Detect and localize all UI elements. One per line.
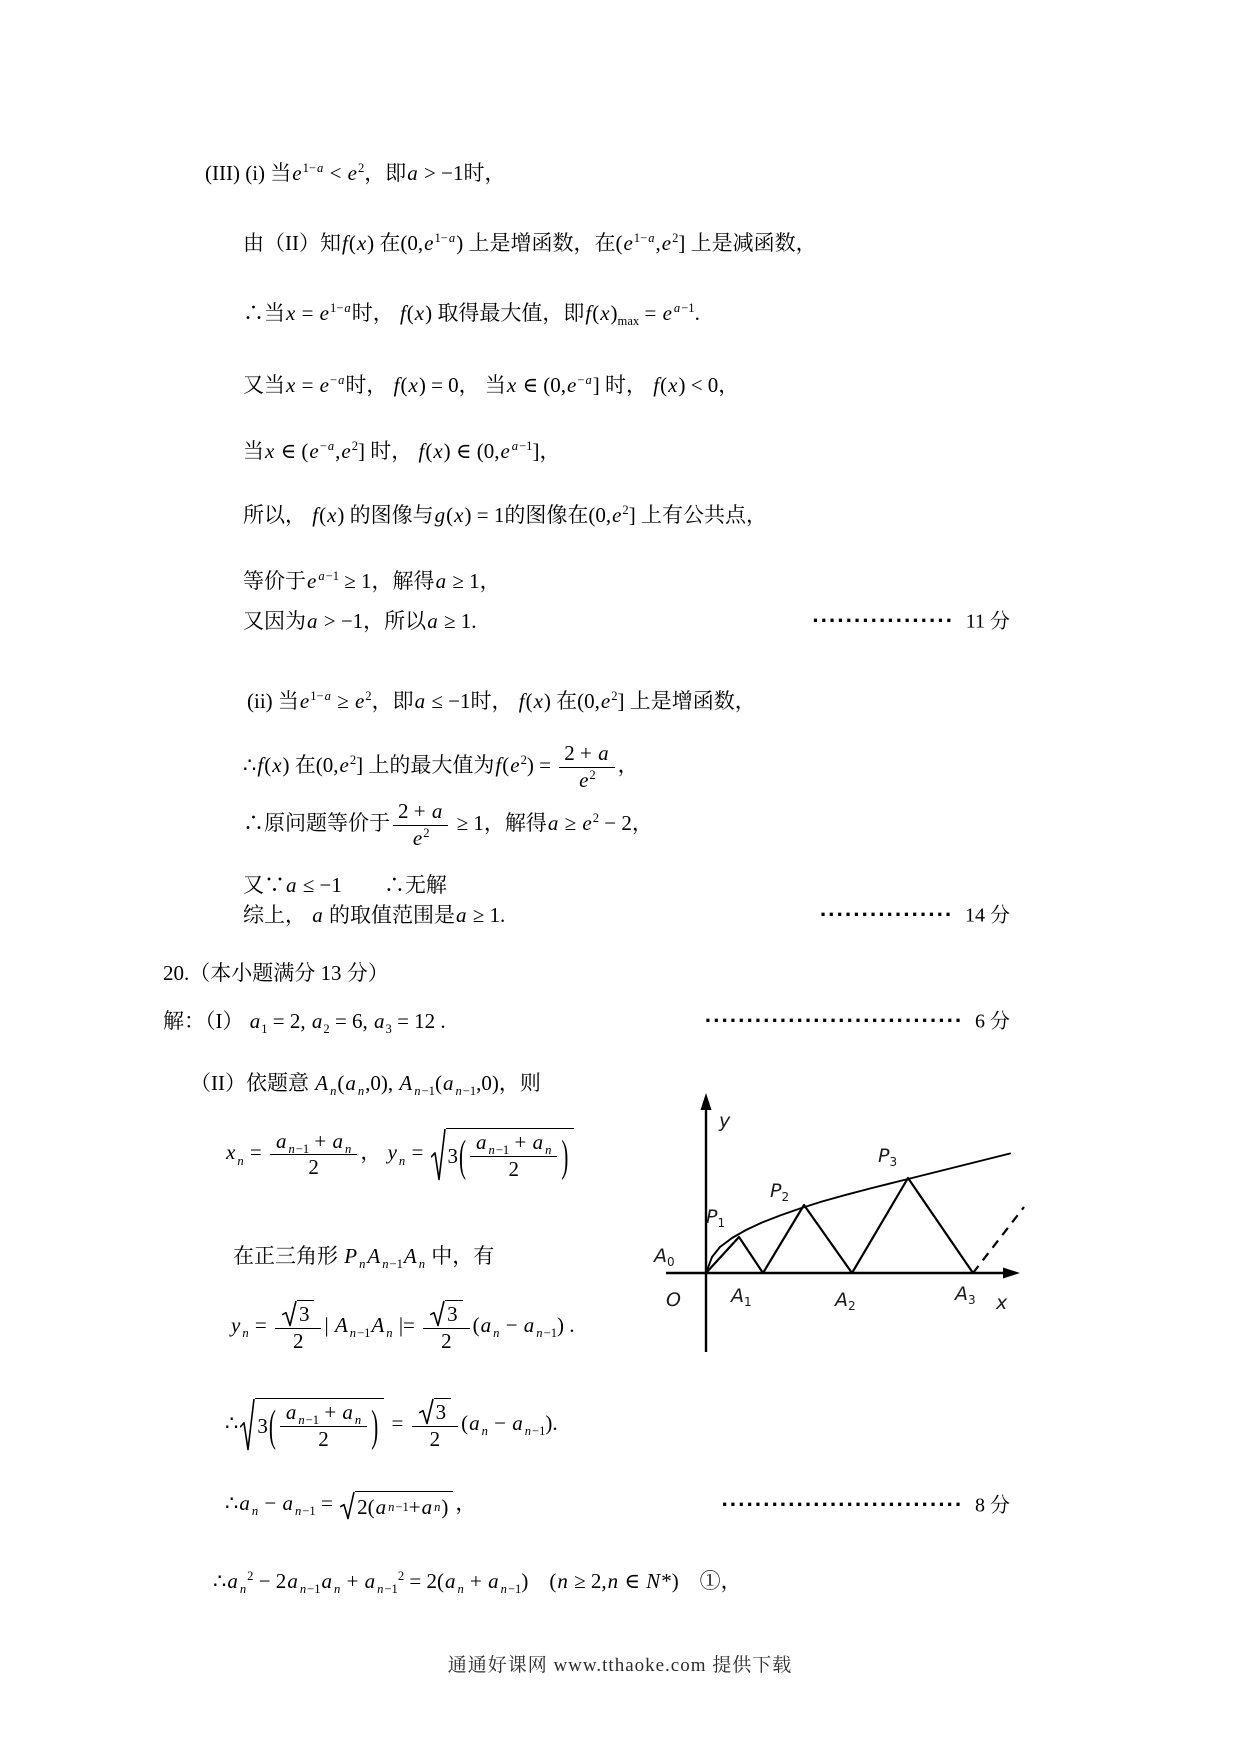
radical-sign [430, 1300, 445, 1327]
math-line-content: ∴当$x = e^{1-a}$时， f(x) 取得最大值，即$f(x)_{max} = e$ $^{a-1}$. [243, 301, 700, 329]
score-marker [705, 1008, 1010, 1035]
math-line-4 [243, 372, 739, 398]
math-line-content: 在正三角形 P $_n$A $_{n-1}$A $_n$ 中，有 [233, 1244, 495, 1272]
math-line-21 [225, 1490, 1010, 1520]
score-marker [812, 608, 1010, 635]
math-line-5 [243, 438, 560, 464]
figure-label-a1: $A_1$ [731, 1285, 752, 1309]
math-line-11 [243, 800, 653, 850]
math-line-19 [230, 1300, 575, 1354]
math-line-12 [243, 872, 447, 898]
math-line-1 [205, 160, 505, 186]
math-line-content: 所以， f(x) 的图像与g(x) = 1的图像在$(0,e^2]$ 上有公共点， [243, 503, 767, 527]
math-line-content: （II）依题意 A $_n$(a $_n$,0), A $_{n-1}$(a $_{n-1}$,0)，则 [190, 1071, 541, 1099]
math-line-22 [213, 1568, 742, 1597]
math-line-7 [243, 568, 501, 594]
score-label: 11 分 [965, 610, 1010, 633]
math-line-16 [190, 1070, 541, 1099]
radical-sign [282, 1300, 297, 1327]
radical-sign [419, 1398, 434, 1425]
math-line-content: 综上， a 的取值范围是a ≥ 1. [243, 903, 506, 927]
math-line-10 [243, 742, 639, 792]
dotted-leader: ················ [819, 904, 953, 926]
math-line-content: 又∵a ≤ −1 ∴无解 [243, 873, 447, 897]
figure-x-axis-arrow [1003, 1268, 1020, 1279]
figure-triangle-zigzag [706, 1178, 973, 1273]
math-line-content: 当x ∈ $(e^{-a},e^2]$ 时， f(x) ∈ (0,e $^{a-1}$]， [243, 439, 561, 463]
math-line-content: (III) (i) 当$e^{1-a} < e^2$，即a > −1时， [205, 161, 506, 185]
figure-label-a2: $A_2$ [835, 1289, 856, 1313]
math-line-content: 20.（本小题满分 13 分） [163, 961, 389, 985]
figure-label-p3: $P_3$ [878, 1145, 898, 1169]
math-line-content: 又因为a > −1，所以a ≥ 1. [243, 609, 477, 633]
score-marker [721, 1491, 1010, 1518]
math-line-8 [243, 608, 1010, 634]
score-marker [820, 902, 1010, 929]
math-line-15 [163, 1008, 1010, 1037]
math-line-content: 解：（I） $a_1 = 2$, $a_2 = 6$, $a_3 = 12$ . [163, 1009, 446, 1037]
footer-watermark: 通通好课网 www.tthaoke.com 提供下载 [447, 1655, 793, 1676]
math-line-content: (ii) 当$e^{1-a} \ge e^2$，即a ≤ −1时， f(x) 在$(0,e^2]$ 上是增函数， [247, 689, 756, 713]
figure-dashed-line [973, 1207, 1024, 1273]
figure-label-p2: $P_2$ [770, 1180, 790, 1204]
radical-sign [240, 1398, 255, 1451]
math-line-content: ∴f(x) 在$(0,e^2]$ 上的最大值为$f(e^2)$ = $\frac{2 + a}{e^2}$ ， [243, 741, 639, 792]
math-line-18 [233, 1243, 495, 1272]
figure-label-o: O [666, 1289, 681, 1311]
math-line-content: y $_n$ = $\frac{3}{2}$ | A $_{n-1}$A $_n$ |= $\frac{3}{2}$ (a $_n$ − a $_{n-1}$) . [230, 1313, 575, 1337]
figure-label-a3: $A_3$ [955, 1283, 976, 1307]
figure-graph [600, 1080, 1040, 1360]
dotted-leader: ······························· [704, 1010, 963, 1032]
math-line-20 [225, 1398, 558, 1452]
math-line-content: ∴a $_n$ − a $_{n-1}$ = 2( a n−1 + a n ) ， [225, 1491, 477, 1519]
math-line-13 [243, 902, 1010, 928]
math-line-content: x $_n$ = $\frac{a _{n-1} + a _n}{2}$ ， y $_n$ = 3 ( $\frac{a _{n-1} + a _n}{2}$ ) [225, 1140, 576, 1164]
math-line-content: ∴a $_n^2$ − 2a $_{n-1}$a $_n$ + a $_{n-1}^2$ = 2(a $_n$ + a $_{n-1}$) (n ≥ 2,n ∈ N*) ①， [213, 1569, 742, 1597]
figure-label-x: x [996, 1292, 1008, 1314]
math-line-14 [163, 960, 389, 986]
math-line-content: 又当$x = e^{-a}$时， f(x) = 0， 当x ∈ $(0,e^{-a}]$ 时， f(x) < 0， [243, 373, 740, 397]
dotted-leader: ····························· [721, 1494, 963, 1516]
math-line-content: ∴ 3 ( $\frac{a _{n-1} + a _n}{2}$ ) = $\frac{3}{2}$ (a $_n$ − a $_{n-1}$). [225, 1411, 558, 1435]
math-line-content: 等价于e $^{a-1}$ ≥ 1，解得a ≥ 1， [243, 569, 501, 593]
math-line-17 [225, 1128, 576, 1181]
score-label: 14 分 [965, 904, 1010, 927]
math-line-3 [243, 300, 700, 329]
figure-label-p1: $P_1$ [706, 1206, 726, 1230]
dotted-leader: ················· [811, 610, 954, 632]
figure-label-y: y [719, 1110, 731, 1132]
math-line-9 [247, 688, 756, 714]
math-line-2 [243, 230, 817, 256]
math-line-content: ∴原问题等价于 $\frac{2 + a}{e^2}$ ≥ 1，解得$a \ge e^2 - 2$， [243, 799, 653, 850]
math-line-6 [243, 502, 767, 528]
radical-sign [340, 1491, 355, 1520]
score-label: 8 分 [975, 1494, 1010, 1517]
figure-y-axis-arrow [701, 1093, 712, 1110]
score-label: 6 分 [975, 1010, 1010, 1033]
radical-sign [431, 1128, 446, 1181]
math-line-content: 由（II）知f(x) 在$(0,e^{1-a})$ 上是增函数，在$(e^{1-a},e^2]$ 上是减函数， [243, 231, 817, 255]
figure-label-a0: $A_0$ [654, 1245, 675, 1269]
